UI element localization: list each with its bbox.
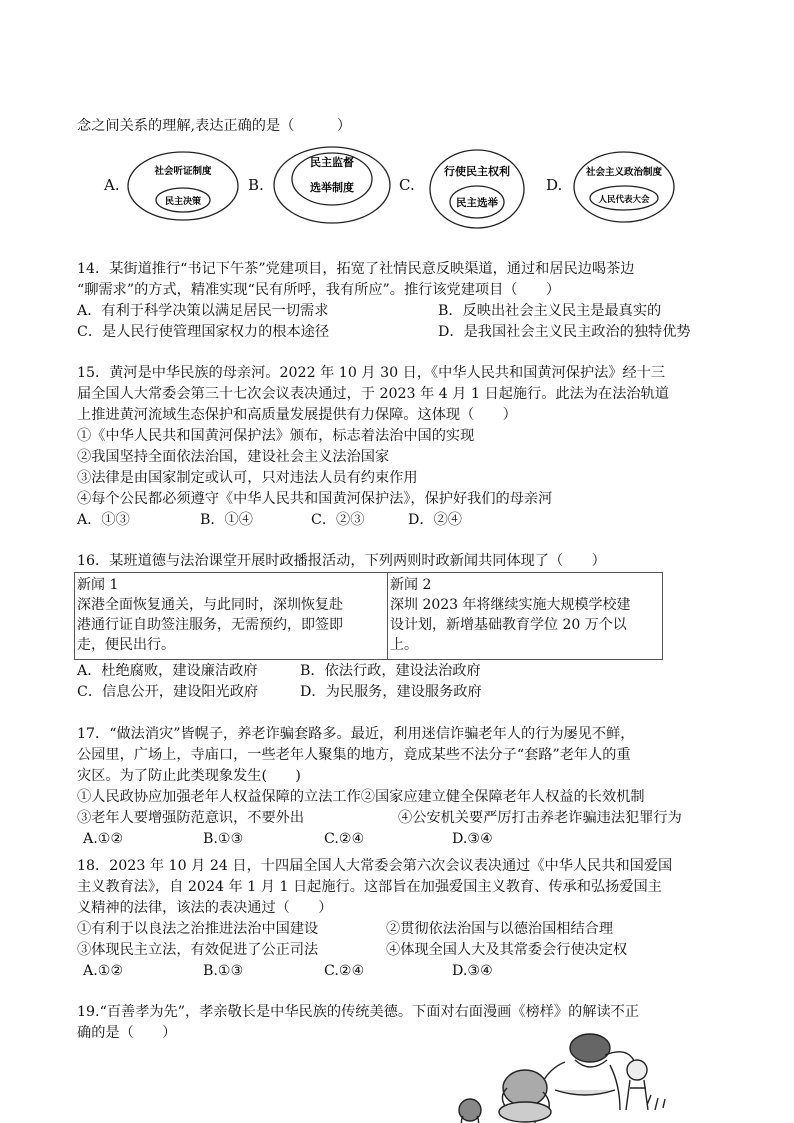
q18-option-a[interactable]: A.①② [83, 963, 124, 979]
q18-line1: 18．2023 年 10 月 24 日，十四届全国人大常委会第六次会议表决通过《中华人民共和国爱国 [77, 858, 673, 874]
q18-option-d[interactable]: D.③④ [452, 963, 493, 979]
q15-line2: 届全国人大常委会第三十七次会议表决通过，于 2023 年 4 月 1 日起施行。此法为在法治轨道 [77, 386, 669, 402]
q18-statement-3: ③体现民主立法，有效促进了公正司法 [77, 942, 319, 958]
q14-line1: 14．某街道推行“书记下午茶”党建项目，拓宽了社情民意反映渠道，通过和居民边喝茶边 [77, 261, 635, 277]
q13-option-b-diagram [272, 145, 392, 225]
q13-option-a-label[interactable]: A. [104, 176, 120, 194]
q17-statement-4: ④公安机关要严厉打击养老诈骗违法犯罪行为 [398, 810, 682, 826]
q13-option-c-diagram [427, 147, 527, 231]
q13-option-d-diagram [572, 150, 676, 225]
q16-option-c[interactable]: C．信息公开，建设阳光政府 [77, 684, 259, 700]
q18-option-b[interactable]: B.①③ [203, 963, 244, 979]
q15-option-a[interactable]: A．①③ [77, 512, 130, 528]
q13-d-inner: 人民代表大会 [598, 195, 650, 205]
cartoon-illustration [425, 1030, 670, 1123]
q16-line1: 16．某班道德与法治课堂开展时政播报活动，下列两则时政新闻共同体现了（ ） [77, 553, 606, 569]
q13-d-outer: 社会主义政治制度 [585, 167, 663, 178]
q15-statement-2: ②我国坚持全面依法治国，建设社会主义法治国家 [77, 449, 390, 465]
q13-option-a-diagram [126, 150, 241, 222]
q15-statement-4: ④每个公民都必须遵守《中华人民共和国黄河保护法》，保护好我们的母亲河 [77, 491, 553, 507]
news-1-text-2: 港通行证自助签注服务，无需预约，即签即 [77, 617, 343, 633]
q13-option-b-label[interactable]: B. [248, 176, 264, 194]
q13-option-d-label[interactable]: D. [546, 176, 563, 194]
q18-statement-2: ②贯彻依法治国与以德治国相结合理 [386, 921, 614, 937]
q13-option-c-label[interactable]: C. [399, 176, 415, 194]
q14-line2: “聊需求”的方式，精准实现“民有所呼，我有所应”。推行该党建项目（ ） [77, 282, 561, 298]
q18-statement-4: ④体现全国人大及其常委会行使决定权 [386, 942, 628, 958]
q16-news-2 [388, 573, 662, 659]
q13-stem: 念之间关系的理解,表达正确的是（ ） [77, 118, 352, 134]
q16-option-d[interactable]: D．为民服务，建设服务政府 [300, 684, 482, 700]
q17-line3: 灾区。为了防止此类现象发生( ) [77, 768, 301, 784]
q17-option-c[interactable]: C.②④ [324, 831, 365, 847]
q15-line3: 上推进黄河流域生态保护和高质量发展提供有力保障。这体现（ ） [77, 407, 517, 423]
q19-line1: 19.“百善孝为先”，孝亲敬长是中华民族的传统美德。下面对右面漫画《榜样》的解读不正 [77, 1004, 640, 1020]
q13-c-outer: 行使民主权利 [444, 165, 510, 178]
q13-c-inner: 民主选举 [456, 197, 498, 209]
news-1-text-1: 深港全面恢复通关，与此同时，深圳恢复赴 [77, 597, 343, 613]
q14-option-a[interactable]: A．有利于科学决策以满足居民一切需求 [77, 303, 329, 319]
q13-b-outer: 民主监督 [310, 156, 354, 169]
q13-b-inner: 选举制度 [310, 181, 354, 194]
q14-option-d[interactable]: D．是我国社会主义民主政治的独特优势 [438, 324, 691, 340]
q13-a-inner: 民主决策 [164, 197, 202, 207]
q16-news-1 [75, 573, 388, 659]
news-2-text-2: 设计划，新增基础教育学位 20 万个以 [390, 617, 627, 633]
q19-line2: 确的是（ ） [77, 1025, 177, 1041]
q18-statement-1: ①有利于以良法之治推进法治中国建设 [77, 921, 319, 937]
news-1-text-3: 走，便民出行。 [77, 637, 175, 653]
q15-option-c[interactable]: C．②③ [311, 512, 365, 528]
q18-line2: 主义教育法》，自 2024 年 1 月 1 日起施行。这部旨在加强爱国主义教育、传承和弘扬爱国主 [77, 879, 662, 895]
q17-option-a[interactable]: A.①② [83, 831, 124, 847]
q15-option-d[interactable]: D．②④ [408, 512, 462, 528]
q16-option-b[interactable]: B．依法行政，建设法治政府 [300, 663, 481, 679]
q18-line3: 义精神的法律，该法的表决通过（ ） [77, 900, 333, 916]
news-1-title: 新闻 1 [77, 577, 119, 593]
q15-statement-1: ①《中华人民共和国黄河保护法》颁布，标志着法治中国的实现 [77, 428, 475, 444]
q14-option-c[interactable]: C．是人民行使管理国家权力的根本途径 [77, 324, 330, 340]
q17-option-d[interactable]: D.③④ [452, 831, 493, 847]
q16-news-table [74, 572, 663, 660]
q16-option-a[interactable]: A．杜绝腐败，建设廉洁政府 [77, 663, 258, 679]
q17-line1: 17．“做法消灾”皆幌子，养老诈骗套路多。最近，利用迷信诈骗老年人的行为屡见不鲜， [77, 726, 635, 742]
q17-option-b[interactable]: B.①③ [203, 831, 244, 847]
q13-a-outer: 社会听证制度 [154, 166, 212, 177]
news-2-text-1: 深圳 2023 年将继续实施大规模学校建 [390, 597, 631, 613]
news-2-title: 新闻 2 [390, 577, 432, 593]
news-2-text-3: 上。 [390, 637, 418, 653]
q14-option-b[interactable]: B．反映出社会主义民主是最真实的 [438, 303, 662, 319]
q15-statement-3: ③法律是由国家制定或认可，只对违法人员有约束作用 [77, 470, 418, 486]
q17-statement-1-2: ①人民政协应加强老年人权益保障的立法工作②国家应建立健全保障老年人权益的长效机制 [77, 789, 645, 805]
q15-line1: 15．黄河是中华民族的母亲河。2022 年 10 月 30 日，《中华人民共和国黄河保护法》经十三 [77, 365, 666, 381]
q17-statement-3: ③老年人要增强防范意识，不要外出 [77, 810, 305, 826]
q15-option-b[interactable]: B．①④ [200, 512, 253, 528]
q18-option-c[interactable]: C.②④ [324, 963, 365, 979]
q17-line2: 公园里，广场上，寺庙口，一些老年人聚集的地方，竟成某些不法分子“套路”老年人的重 [77, 747, 631, 763]
